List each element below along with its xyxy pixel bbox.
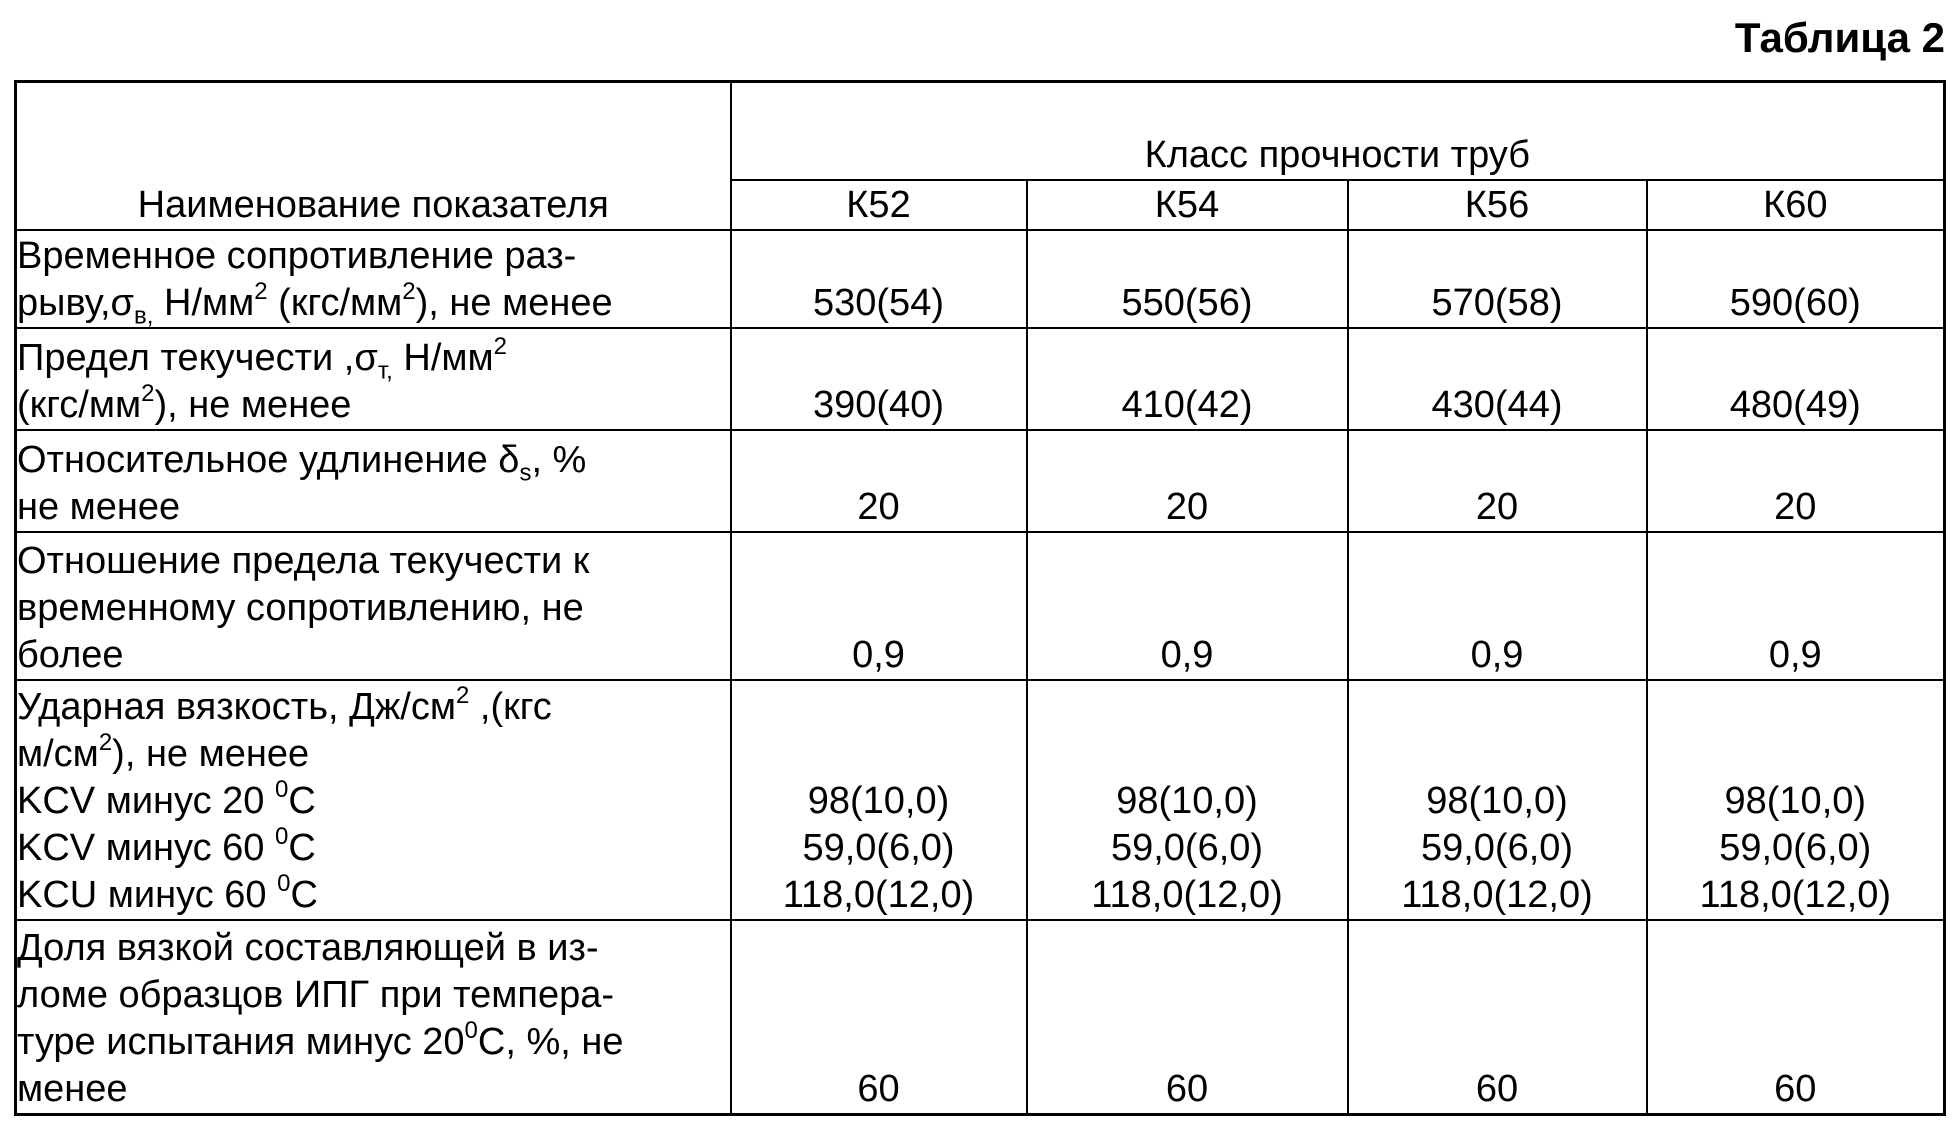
table-row (16, 230, 1945, 328)
row-name-ductile-share: Доля вязкой составляющей в из- ломе образцов ИПГ при темпера- туре испытания минус $20^0С$, %, не менее (16, 920, 731, 1114)
table-row (16, 532, 1945, 680)
header-col-k52: К52 (731, 180, 1027, 230)
table-row (16, 430, 1945, 532)
cell-value: 60 (731, 920, 1027, 1114)
row-name-yield: Предел текучести $,\sigma_{т,}$ $Н/мм^2$ $(кгс/мм^2)$, не менее (16, 328, 731, 430)
cell-value: 60 (1027, 920, 1348, 1114)
cell-value: 570(58) (1348, 230, 1647, 328)
cell-value: 98(10,0) 59,0(6,0) 118,0(12,0) (1027, 680, 1348, 920)
table-row (16, 920, 1945, 1114)
cell-value: 20 (1647, 430, 1945, 532)
table-row (16, 328, 1945, 430)
cell-value: 0,9 (1027, 532, 1348, 680)
cell-value: 98(10,0) 59,0(6,0) 118,0(12,0) (731, 680, 1027, 920)
header-col-k54: К54 (1027, 180, 1348, 230)
strength-table (14, 80, 1946, 1116)
cell-value: 20 (1348, 430, 1647, 532)
cell-value: 0,9 (1348, 532, 1647, 680)
row-name-yield-ratio: Отношение предела текучести к временному сопротивлению, не более (16, 532, 731, 680)
cell-value: 590(60) (1647, 230, 1945, 328)
cell-value: 0,9 (1647, 532, 1945, 680)
cell-value: 390(40) (731, 328, 1027, 430)
header-strength-class: Класс прочности труб (731, 82, 1945, 181)
row-name-impact: Ударная вязкость, $Дж/см^2$ ,(кгс $м/см^2$), не менее KCV минус 20 $^0$С KCV минус 60 $^0$С KCU минус 60 $^0$С (16, 680, 731, 920)
cell-value: 430(44) (1348, 328, 1647, 430)
header-col-k60: К60 (1647, 180, 1945, 230)
cell-value: 20 (1027, 430, 1348, 532)
cell-value: 550(56) (1027, 230, 1348, 328)
cell-value: 98(10,0) 59,0(6,0) 118,0(12,0) (1348, 680, 1647, 920)
cell-value: 20 (731, 430, 1027, 532)
cell-value: 60 (1348, 920, 1647, 1114)
cell-value: 0,9 (731, 532, 1027, 680)
cell-value: 60 (1647, 920, 1945, 1114)
header-col-k56: К56 (1348, 180, 1647, 230)
cell-value: 98(10,0) 59,0(6,0) 118,0(12,0) (1647, 680, 1945, 920)
table-row (16, 680, 1945, 920)
cell-value: 480(49) (1647, 328, 1945, 430)
header-indicator-name: Наименование показателя (16, 82, 731, 231)
row-name-elongation: Относительное удлинение $\delta_s$, % не менее (16, 430, 731, 532)
cell-value: 410(42) (1027, 328, 1348, 430)
row-name-tensile: Временное сопротивление раз- $рыву,\sigma_{в,}$ $Н/мм^2$ $(кгс/мм^2)$, не менее (16, 230, 731, 328)
cell-value: 530(54) (731, 230, 1027, 328)
table-caption: Таблица 2 (1734, 14, 1945, 61)
